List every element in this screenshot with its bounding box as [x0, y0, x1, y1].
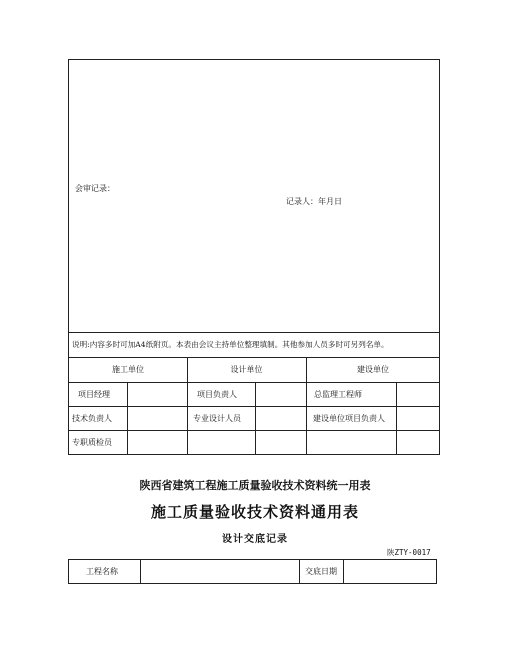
label-owner-project-lead: 建设单位项目负责人: [313, 414, 385, 423]
project-info-table: [68, 559, 437, 584]
label-technical-lead: 技术负责人: [72, 414, 112, 423]
divider-row3-top: [69, 430, 439, 431]
label-project-lead: 项目负责人: [197, 390, 237, 399]
sub-col-sep-1: [127, 382, 128, 454]
divider-row1-top: [69, 382, 439, 383]
main-title: 施工质量验收技术资料通用表: [150, 503, 359, 521]
bottom-col-sep-2: [299, 560, 300, 583]
sub-col-sep-2: [255, 382, 256, 454]
org-title: 陕西省建筑工程施工质量验收技术资料统一用表: [139, 479, 371, 492]
recorder-label: 记录人：年月日: [286, 197, 342, 206]
divider-header-top: [69, 357, 439, 358]
header-construction-unit: 施工单位: [112, 365, 144, 374]
handover-date-label: 交底日期: [305, 567, 337, 576]
review-record-label: 会审记录：: [75, 184, 115, 193]
bottom-col-sep-3: [343, 560, 344, 583]
header-owner-unit: 建设单位: [357, 365, 389, 374]
review-record-box: [68, 59, 440, 455]
form-code: 陕ZTY-0017: [387, 548, 431, 557]
note-text: 说明:内容多时可加A4纸附页。本表由会议主持单位整理填制。其他参加人员多时可另列名单。: [72, 340, 389, 349]
label-quality-inspector: 专职质检员: [72, 438, 112, 447]
label-project-manager: 项目经理: [78, 390, 110, 399]
bottom-col-sep-1: [140, 560, 141, 583]
header-design-unit: 设计单位: [230, 365, 263, 374]
label-chief-supervisor: 总监理工程师: [314, 390, 362, 399]
sub-title: 设计交底记录: [222, 534, 288, 545]
divider-note-top: [69, 332, 439, 333]
divider-row2-top: [69, 406, 439, 407]
project-name-label: 工程名称: [86, 567, 118, 576]
label-design-staff: 专业设计人员: [193, 414, 241, 423]
sub-col-sep-3: [396, 382, 397, 454]
